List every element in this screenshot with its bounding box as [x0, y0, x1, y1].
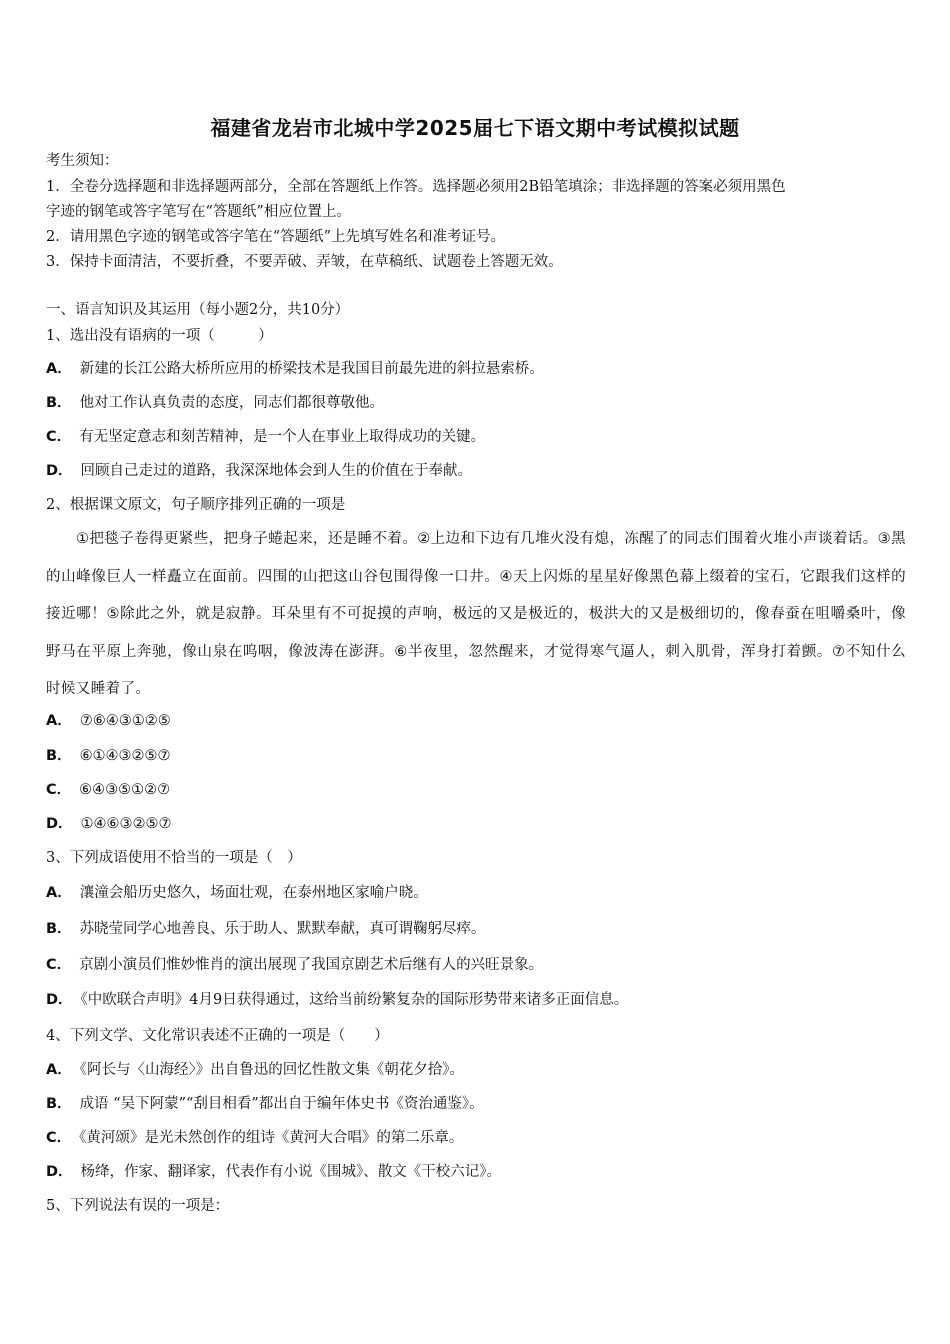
option-text: ①④⑥③②⑤⑦ [80, 816, 172, 832]
question-stem: 4、下列文学、文化常识表述不正确的一项是（ ） [46, 1028, 389, 1044]
passage-text: ①把毯子卷得更紧些，把身子蜷起来，还是睡不着。②上边和下边有几堆火没有熄，冻醒了的同志们围着火堆小声谈着话。③黑的山峰像巨人一样矗立在面前。四围的山把这山谷包围得像一口井。④天上闪烁的星星好像黑色幕上缀着的宝石，它跟我们这样的接近哪！⑤除此之外，就是寂静。耳朵里有不可捉摸的声响，极远的又是极近的，极洪大的又是极细切的，像春蚕在咀嚼桑叶，像野马在平原上奔驰，像山泉在呜咽，像波涛在澎湃。⑥半夜里，忽然醒来，才觉得寒气逼人，刺入肌骨，浑身打着颤。⑦不知什么时候又睡着了。 [46, 531, 906, 697]
option-text: ⑥④③⑤①②⑦ [79, 782, 171, 798]
option-letter: A． [46, 885, 72, 901]
question-stem: 1、选出没有语病的一项（ ） [46, 328, 273, 344]
reading-passage [46, 521, 906, 709]
option-letter: C． [46, 1130, 72, 1146]
page-title: 福建省龙岩市北城中学2025届七下语文期中考试模拟试题 [210, 116, 740, 140]
option-c [46, 780, 916, 800]
option-text: 成语 “吴下阿蒙”“刮目相看”都出自于编年体史书《资治通鉴》。 [79, 1096, 484, 1112]
notice-item: 1．全卷分选择题和非选择题两部分，全部在答题纸上作答。选择题必须用2B铅笔填涂；非选择题的答案必须用黑色 [46, 179, 786, 195]
option-text: 京剧小演员们惟妙惟肖的演出展现了我国京剧艺术后继有人的兴旺景象。 [79, 957, 544, 973]
option-c [46, 1128, 916, 1148]
notice-item: 3．保持卡面清洁，不要折叠，不要弄破、弄皱，在草稿纸、试题卷上答题无效。 [46, 254, 563, 270]
option-text: 《中欧联合声明》4月9日获得通过，这给当前纷繁复杂的国际形势带来诸多正面信息。 [80, 992, 629, 1008]
option-letter: C． [46, 782, 72, 798]
option-a [46, 359, 916, 379]
option-letter: D． [46, 816, 73, 832]
option-letter: C． [46, 957, 72, 973]
question-stem: 5、下列说法有误的一项是： [46, 1198, 230, 1214]
option-letter: B． [46, 748, 72, 764]
option-b [46, 1094, 916, 1114]
section-heading: 一、语言知识及其运用（每小题2分，共10分） [46, 302, 350, 318]
option-b [46, 746, 916, 766]
option-letter: B． [46, 395, 72, 411]
option-b [46, 393, 916, 413]
option-text: 杨绛，作家、翻译家，代表作有小说《围城》、散文《干校六记》。 [80, 1164, 502, 1180]
notice-item: 2．请用黑色字迹的钢笔或答字笔在“答题纸”上先填写姓名和准考证号。 [46, 229, 506, 245]
option-text: 他对工作认真负责的态度，同志们都很尊敬他。 [79, 395, 385, 411]
question-stem: 2、根据课文原文，句子顺序排列正确的一项是 [46, 497, 346, 513]
option-a [46, 711, 916, 731]
option-letter: B． [46, 1096, 72, 1112]
option-letter: D． [46, 992, 73, 1008]
option-letter: D． [46, 1164, 73, 1180]
option-letter: B． [46, 921, 72, 937]
option-text: 瀼潼会船历史悠久，场面壮观，在泰州地区家喻户晓。 [79, 885, 428, 901]
option-letter: C． [46, 429, 72, 445]
option-letter: A． [46, 713, 72, 729]
option-d [46, 990, 916, 1010]
option-text: 新建的长江公路大桥所应用的桥梁技术是我国目前最先进的斜拉悬索桥。 [79, 361, 544, 377]
option-a [46, 1060, 916, 1080]
option-text: ⑦⑥④③①②⑤ [79, 713, 171, 729]
option-d [46, 461, 916, 481]
option-c [46, 427, 916, 447]
option-d [46, 1162, 916, 1182]
option-c [46, 955, 916, 975]
notice-heading: 考生须知： [46, 153, 119, 169]
option-text: 《黄河颂》是光未然创作的组诗《黄河大合唱》的第二乐章。 [79, 1130, 464, 1146]
notice-item: 字迹的钢笔或答字笔写在“答题纸”相应位置上。 [46, 204, 351, 220]
option-a [46, 883, 916, 903]
option-letter: D． [46, 463, 73, 479]
question-stem: 3、下列成语使用不恰当的一项是（ ） [46, 850, 302, 866]
option-text: ⑥①④③②⑤⑦ [79, 748, 171, 764]
option-letter: A． [46, 1062, 72, 1078]
option-text: 《阿长与〈山海经〉》出自鲁迅的回忆性散文集《朝花夕拾》。 [79, 1062, 464, 1078]
option-text: 苏晓莹同学心地善良、乐于助人、默默奉献，真可谓鞠躬尽瘁。 [79, 921, 486, 937]
option-text: 回顾自己走过的道路，我深深地体会到人生的价值在于奉献。 [80, 463, 473, 479]
option-letter: A． [46, 361, 72, 377]
option-text: 有无坚定意志和刻苦精神，是一个人在事业上取得成功的关键。 [79, 429, 486, 445]
option-b [46, 919, 916, 939]
option-d [46, 814, 916, 834]
